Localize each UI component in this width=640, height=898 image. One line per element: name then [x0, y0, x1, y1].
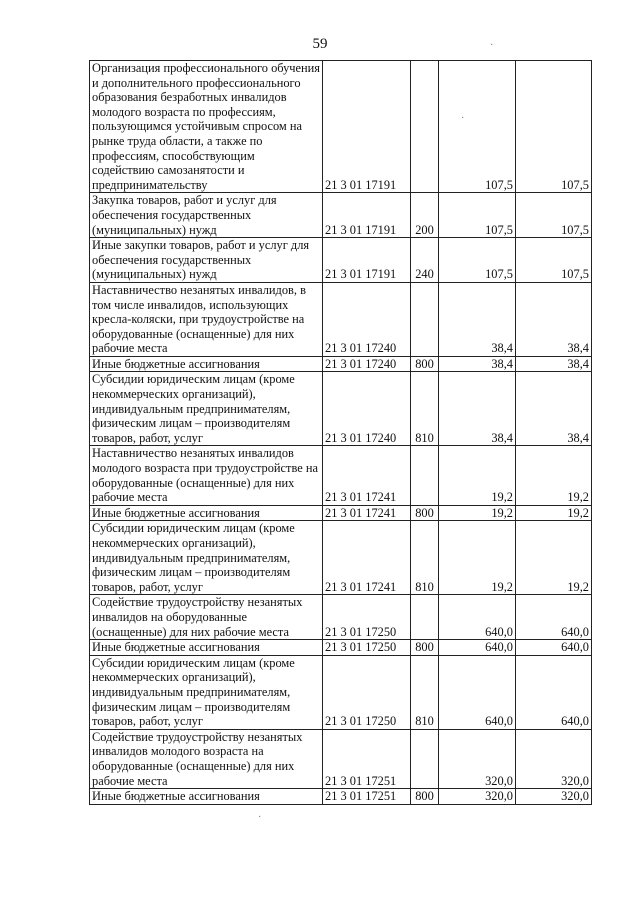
row-amount-cell: 640,0 [439, 655, 516, 729]
row-expense-type-cell: 240 [411, 238, 439, 283]
row-code-cell: 21 3 01 17250 [323, 640, 411, 656]
row-amount-cell: 107,5 [439, 61, 516, 193]
row-amount2-cell: 19,2 [516, 505, 592, 521]
row-amount2-cell: 107,5 [516, 238, 592, 283]
table-row [90, 521, 592, 595]
budget-table [89, 60, 592, 805]
table-row [90, 505, 592, 521]
table-row [90, 595, 592, 640]
row-amount-cell: 38,4 [439, 282, 516, 356]
row-amount2-cell: 38,4 [516, 356, 592, 372]
table-row [90, 193, 592, 238]
row-code-cell: 21 3 01 17251 [323, 789, 411, 805]
row-name-cell: Субсидии юридическим лицам (кроме некоммерческих организаций), индивидуальным предпринимателям, физическим лицам – производителям товаров, работ, услуг [90, 372, 323, 446]
table-row [90, 356, 592, 372]
scan-speck: · [461, 113, 465, 124]
row-amount2-cell: 19,2 [516, 446, 592, 505]
scan-speck: · [490, 40, 494, 51]
row-expense-type-cell [411, 61, 439, 193]
row-amount-cell: 107,5 [439, 193, 516, 238]
row-name-cell: Содействие трудоустройству незанятых инвалидов на оборудованные (оснащенные) для них рабочие места [90, 595, 323, 640]
row-expense-type-cell: 810 [411, 655, 439, 729]
row-amount2-cell: 640,0 [516, 640, 592, 656]
row-code-cell: 21 3 01 17250 [323, 655, 411, 729]
row-amount-cell: 19,2 [439, 446, 516, 505]
row-name-cell: Субсидии юридическим лицам (кроме некоммерческих организаций), индивидуальным предпринимателям, физическим лицам – производителям товаров, работ, услуг [90, 655, 323, 729]
row-name-cell: Иные закупки товаров, работ и услуг для обеспечения государственных (муниципальных) нужд [90, 238, 323, 283]
table-row [90, 282, 592, 356]
row-amount-cell: 320,0 [439, 729, 516, 788]
row-expense-type-cell: 800 [411, 505, 439, 521]
row-amount2-cell: 19,2 [516, 521, 592, 595]
row-name-cell: Субсидии юридическим лицам (кроме некоммерческих организаций), индивидуальным предпринимателям, физическим лицам – производителям товаров, работ, услуг [90, 521, 323, 595]
row-amount2-cell: 320,0 [516, 729, 592, 788]
table-row [90, 61, 592, 193]
row-name-cell: Иные бюджетные ассигнования [90, 505, 323, 521]
row-code-cell: 21 3 01 17251 [323, 729, 411, 788]
row-expense-type-cell: 800 [411, 356, 439, 372]
row-code-cell: 21 3 01 17191 [323, 238, 411, 283]
row-name-cell: Содействие трудоустройству незанятых инвалидов молодого возраста на оборудованные (оснащенные) для них рабочие места [90, 729, 323, 788]
row-expense-type-cell: 800 [411, 640, 439, 656]
row-amount-cell: 107,5 [439, 238, 516, 283]
row-code-cell: 21 3 01 17240 [323, 356, 411, 372]
row-code-cell: 21 3 01 17191 [323, 61, 411, 193]
row-expense-type-cell [411, 282, 439, 356]
row-name-cell: Наставничество незанятых инвалидов молодого возраста при трудоустройстве на оборудованные (оснащенные) для них рабочие места [90, 446, 323, 505]
row-amount2-cell: 320,0 [516, 789, 592, 805]
row-name-cell: Наставничество незанятых инвалидов, в том числе инвалидов, использующих кресла-коляски, при трудоустройстве на оборудованные (оснащенные) для них рабочие места [90, 282, 323, 356]
row-name-cell: Иные бюджетные ассигнования [90, 789, 323, 805]
row-amount-cell: 640,0 [439, 595, 516, 640]
row-expense-type-cell [411, 446, 439, 505]
row-amount-cell: 38,4 [439, 372, 516, 446]
row-expense-type-cell: 800 [411, 789, 439, 805]
table-row [90, 789, 592, 805]
row-code-cell: 21 3 01 17241 [323, 505, 411, 521]
row-amount-cell: 19,2 [439, 521, 516, 595]
row-amount2-cell: 38,4 [516, 282, 592, 356]
row-amount2-cell: 107,5 [516, 61, 592, 193]
row-amount-cell: 640,0 [439, 640, 516, 656]
row-expense-type-cell [411, 729, 439, 788]
table-row [90, 729, 592, 788]
row-name-cell: Иные бюджетные ассигнования [90, 640, 323, 656]
page-number: 59 [312, 36, 328, 52]
row-expense-type-cell: 200 [411, 193, 439, 238]
table-row [90, 372, 592, 446]
row-name-cell: Организация профессионального обучения и дополнительного профессионального образования безработных инвалидов молодого возраста по профессиям, пользующимся устойчивым спросом на рынке труда области, а также по профессиям, способствующим содействию самозанятости и предпринимательству [90, 61, 323, 193]
row-amount2-cell: 107,5 [516, 193, 592, 238]
row-code-cell: 21 3 01 17240 [323, 372, 411, 446]
row-code-cell: 21 3 01 17241 [323, 521, 411, 595]
row-expense-type-cell [411, 595, 439, 640]
row-amount-cell: 19,2 [439, 505, 516, 521]
row-code-cell: 21 3 01 17240 [323, 282, 411, 356]
table-row [90, 238, 592, 283]
row-expense-type-cell: 810 [411, 372, 439, 446]
row-amount2-cell: 38,4 [516, 372, 592, 446]
table-row [90, 446, 592, 505]
row-amount2-cell: 640,0 [516, 655, 592, 729]
row-code-cell: 21 3 01 17191 [323, 193, 411, 238]
row-amount-cell: 320,0 [439, 789, 516, 805]
row-name-cell: Закупка товаров, работ и услуг для обеспечения государственных (муниципальных) нужд [90, 193, 323, 238]
scan-speck: · [258, 812, 262, 823]
row-expense-type-cell: 810 [411, 521, 439, 595]
row-code-cell: 21 3 01 17241 [323, 446, 411, 505]
row-amount-cell: 38,4 [439, 356, 516, 372]
table-row [90, 655, 592, 729]
row-code-cell: 21 3 01 17250 [323, 595, 411, 640]
table-row [90, 640, 592, 656]
row-amount2-cell: 640,0 [516, 595, 592, 640]
row-name-cell: Иные бюджетные ассигнования [90, 356, 323, 372]
